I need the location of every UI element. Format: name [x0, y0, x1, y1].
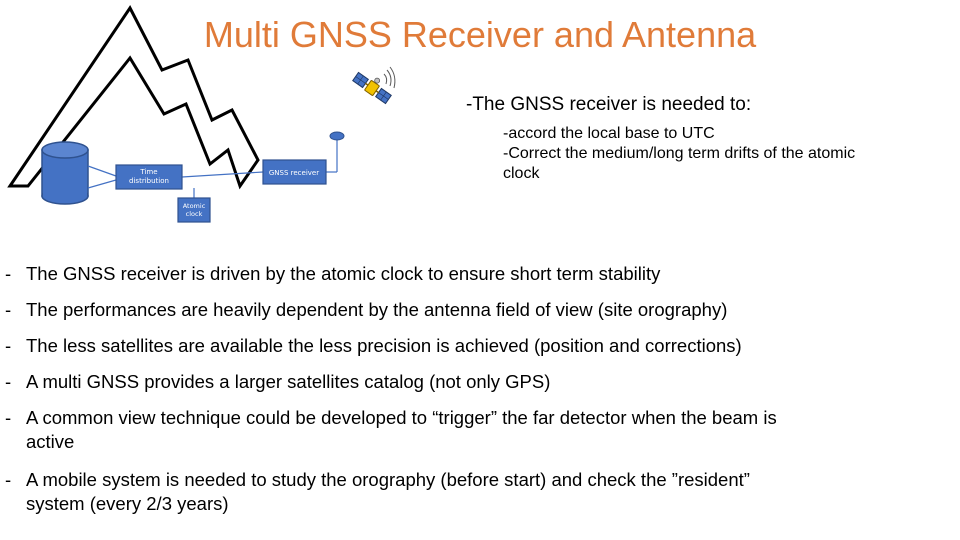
- time-distribution-box: [116, 165, 182, 189]
- bullet-text: A mobile system is needed to study the orography (before start) and check the ”resident”: [26, 469, 750, 490]
- bullet-text-continued: system (every 2/3 years): [26, 493, 229, 514]
- bullet-text-continued: active: [26, 431, 75, 452]
- atomic-clock-label-2: clock: [185, 210, 203, 218]
- slide-title: Multi GNSS Receiver and Antenna: [203, 14, 757, 55]
- atomic-clock-box: [178, 198, 210, 222]
- needs-list: [503, 124, 855, 184]
- needs-heading: -The GNSS receiver is needed to:: [466, 94, 752, 115]
- bullet-text: A multi GNSS provides a larger satellites catalog (not only GPS): [26, 371, 551, 392]
- bullet-text: The less satellites are available the less precision is achieved (position and corrections): [26, 335, 742, 356]
- signal-waves: [384, 67, 395, 88]
- time-distribution-label-1: Time: [140, 168, 158, 176]
- time-distribution-label-2: distribution: [129, 177, 169, 185]
- bullet-dash: -: [5, 335, 12, 356]
- bullet-dash: -: [5, 371, 12, 392]
- bullet-dash: -: [5, 263, 12, 284]
- needs-item: -accord the local base to UTC: [503, 125, 715, 142]
- atomic-clock-label-1: Atomic: [182, 202, 206, 210]
- needs-item: -Correct the medium/long term drifts of the atomic: [503, 145, 856, 162]
- bullet-text: A common view technique could be developed to “trigger” the far detector when the beam is: [26, 407, 777, 428]
- bullet-dash: -: [5, 299, 12, 320]
- gnss-setup-diagram: [0, 0, 960, 240]
- gnss-receiver-box: [263, 160, 326, 184]
- antenna-icon: [330, 132, 344, 140]
- bullet-dash: -: [5, 407, 12, 428]
- cylinder-icon: [42, 142, 88, 204]
- gnss-receiver-label: GNSS receiver: [268, 169, 320, 177]
- bullet-text: The performances are heavily dependent by the antenna field of view (site orography): [26, 299, 728, 320]
- bullet-dash: -: [5, 469, 12, 490]
- bullet-text: The GNSS receiver is driven by the atomic clock to ensure short term stability: [26, 263, 661, 284]
- needs-item: clock: [503, 165, 540, 182]
